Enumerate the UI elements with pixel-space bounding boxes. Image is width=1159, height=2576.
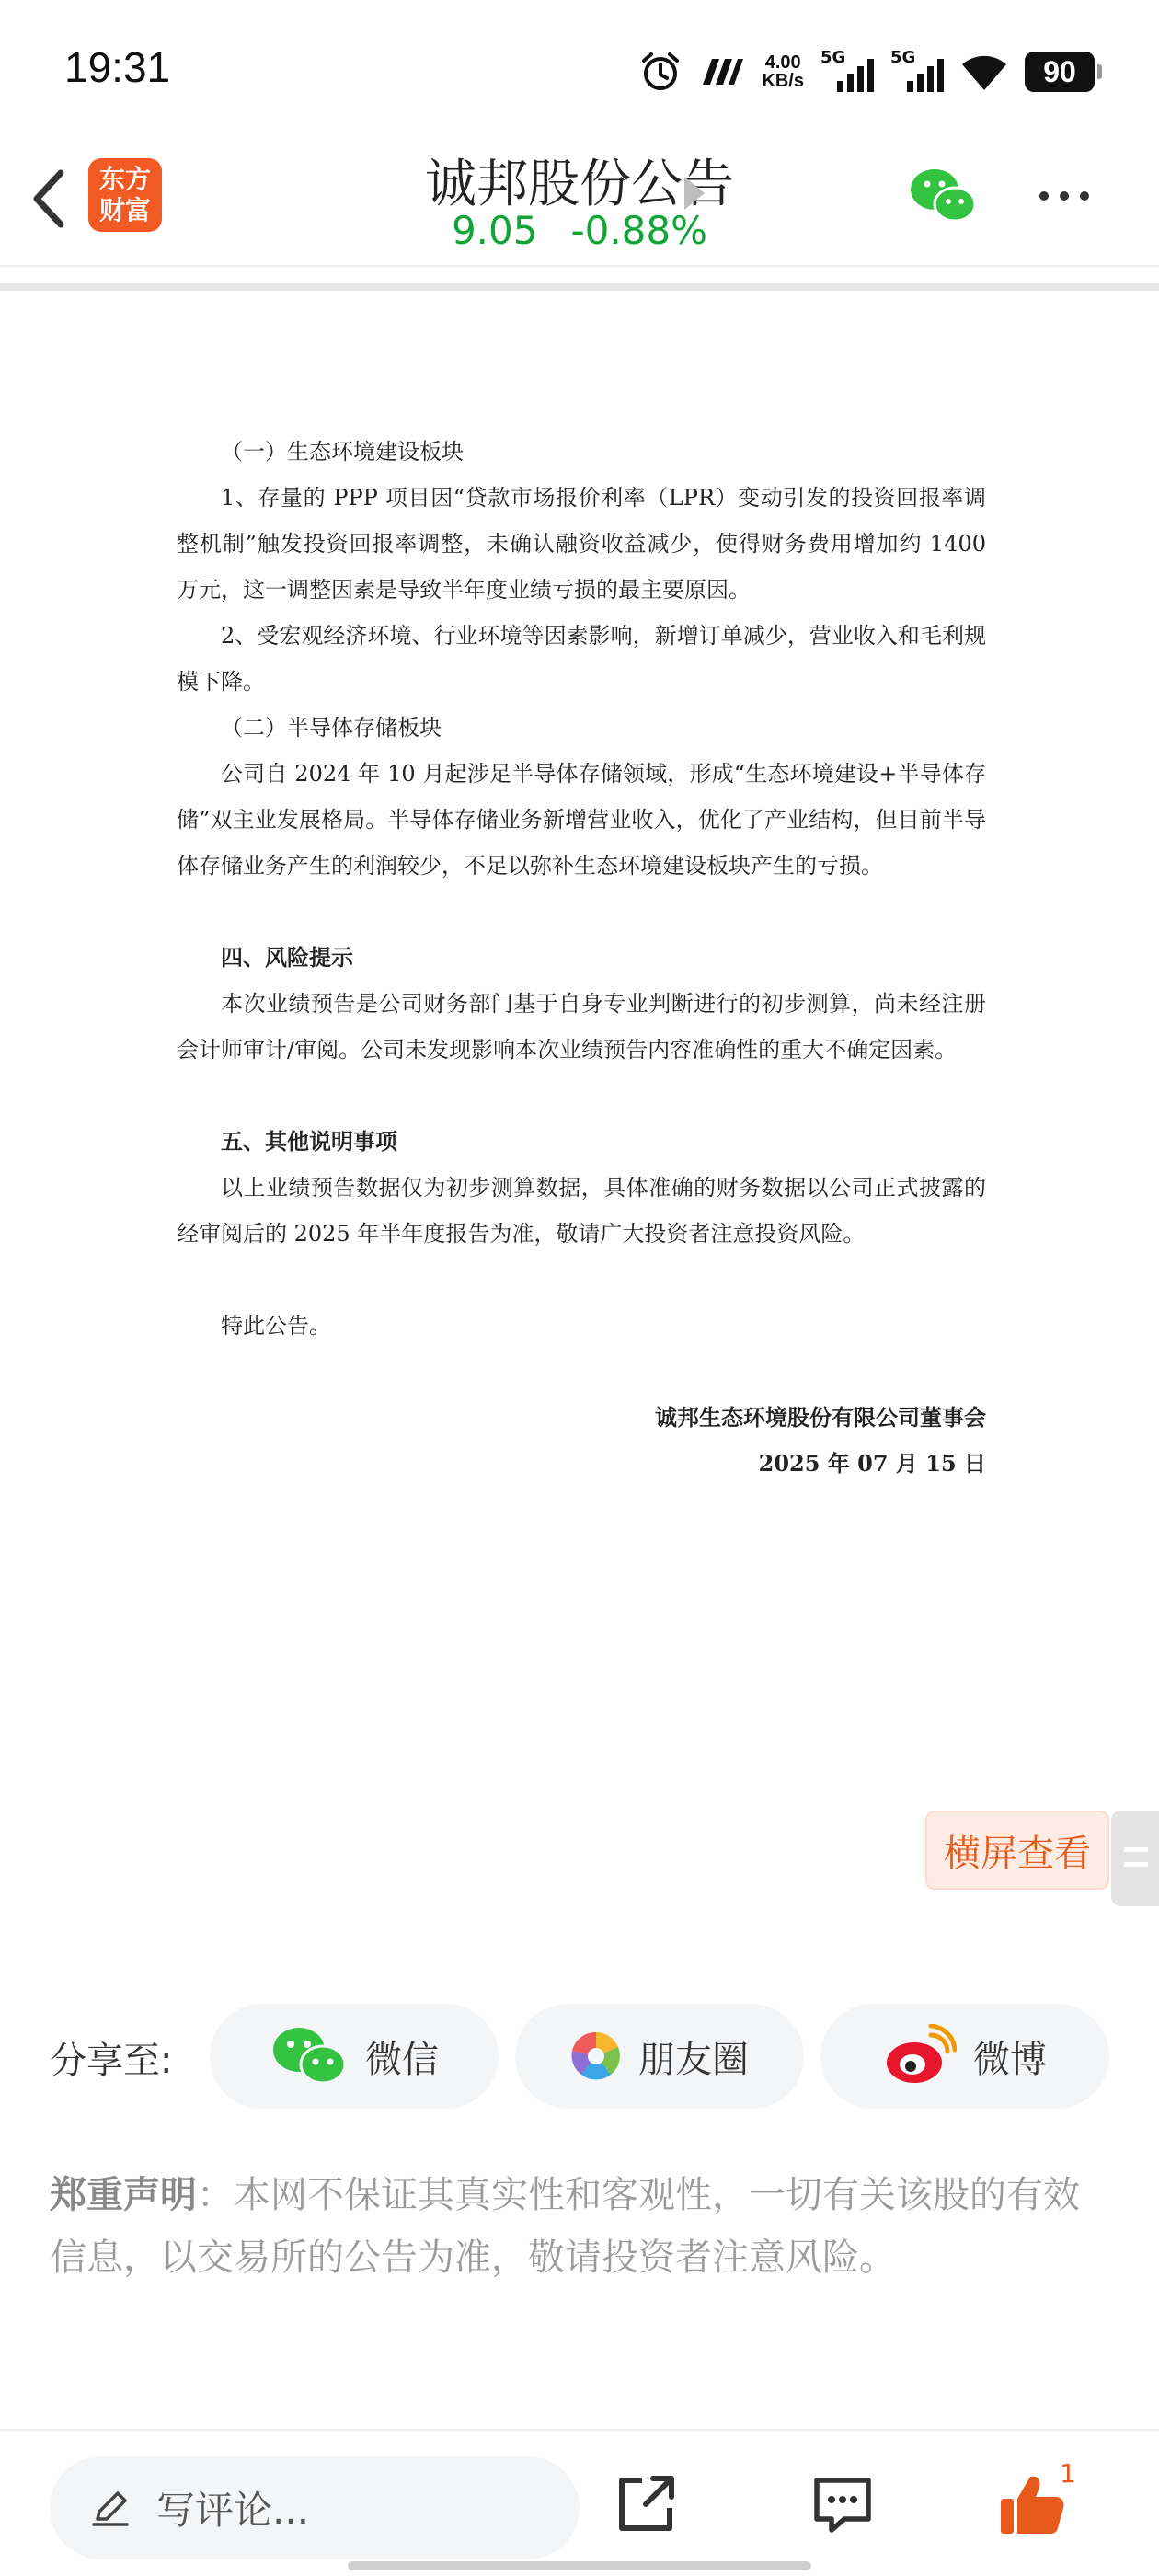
doc-paragraph: 以上业绩预告数据仅为初步测算数据，具体准确的财务数据以公司正式披露的经审阅后的 2025 年半年度报告为准，敬请广大投资者注意投资风险。 (177, 1175, 986, 1247)
status-icons (638, 46, 1095, 98)
disclaimer (50, 2164, 1107, 2289)
doc-date: 2025 年 07 月 15 日 (758, 1450, 986, 1477)
side-drawer-handle[interactable] (1111, 1811, 1159, 1906)
status-bar (0, 0, 1159, 138)
landscape-view-button[interactable]: 横屏查看 (925, 1811, 1109, 1890)
comment-bubble-icon[interactable] (808, 2469, 878, 2539)
sim1-label: 5G (820, 48, 846, 67)
home-indicator[interactable] (348, 2561, 811, 2570)
doc-closing: 特此公告。 (221, 1313, 331, 1339)
stock-quote[interactable] (304, 208, 855, 253)
app-icon (699, 53, 745, 90)
header-divider (0, 283, 1159, 291)
stock-price: 9.05 (451, 208, 538, 253)
sim2-label: 5G (890, 48, 916, 67)
doc-subheading: （一）生态环境建设板块 (221, 439, 464, 465)
network-speed-unit: KB/s (762, 71, 804, 91)
network-speed (762, 53, 804, 90)
share-moments-label: 朋友圈 (638, 2038, 749, 2081)
share-row (0, 2004, 1159, 2109)
signal-icon (820, 50, 874, 94)
app-header (0, 138, 1159, 267)
pencil-icon (90, 2488, 131, 2528)
comment-input[interactable] (50, 2456, 580, 2559)
disclaimer-text: ：本网不保证其真实性和客观性，一切有关该股的有效信息，以交易所的公告为准，敬请投资者注意风险。 (50, 2174, 1080, 2279)
wechat-icon (270, 2024, 349, 2088)
wechat-icon[interactable] (907, 164, 979, 228)
share-weibo-button[interactable] (820, 2004, 1109, 2109)
thumbs-up-icon[interactable] (997, 2469, 1067, 2539)
share-wechat-label: 微信 (365, 2038, 439, 2081)
share-label: 分享至: (50, 2040, 173, 2082)
doc-paragraph: 本次业绩预告是公司财务部门基于自身专业判断进行的初步测算，尚未经注册会计师审计/审阅。公司未发现影响本次业绩预告内容准确性的重大不确定因素。 (177, 991, 986, 1063)
doc-paragraph: 公司自 2024 年 10 月起涉足半导体存储领域，形成“生态环境建设+半导体存储”双主业发展格局。半导体存储业务新增营业收入，优化了产业结构，但目前半导体存储业务产生的利润较少，不足以弥补生态环境建设板块产生的亏损。 (177, 761, 986, 879)
expand-triangle-icon[interactable] (684, 177, 705, 210)
page-title: 诚邦股份公告 (425, 155, 734, 214)
wifi-icon (960, 52, 1008, 92)
back-arrow-icon[interactable] (24, 162, 79, 236)
network-speed-value: 4.00 (764, 52, 801, 73)
share-moments-button[interactable] (515, 2004, 804, 2109)
share-wechat-button[interactable] (210, 2004, 499, 2109)
more-options-icon[interactable] (1039, 182, 1113, 210)
battery-icon (1025, 52, 1095, 92)
doc-paragraph: 2、受宏观经济环境、行业环境等因素影响，新增订单减少，营业收入和毛利规模下降。 (177, 623, 986, 695)
doc-section-title: 五、其他说明事项 (221, 1128, 397, 1155)
doc-section-title: 四、风险提示 (221, 944, 353, 971)
announcement-document (177, 429, 986, 1487)
signal-icon (890, 50, 944, 94)
status-time: 19:31 (64, 43, 171, 91)
disclaimer-title: 郑重声明 (50, 2174, 197, 2216)
like-count: 1 (1060, 2458, 1076, 2489)
weibo-icon (883, 2024, 957, 2088)
bottom-action-bar (0, 2429, 1159, 2576)
moments-aperture-icon (570, 2030, 622, 2082)
doc-subheading: （二）半导体存储板块 (221, 715, 442, 741)
share-out-icon[interactable] (611, 2469, 681, 2539)
app-logo[interactable] (88, 158, 162, 232)
share-weibo-label: 微博 (973, 2038, 1047, 2081)
battery-level: 90 (1043, 54, 1076, 88)
logo-line2: 财富 (98, 195, 151, 225)
logo-line1: 东方 (98, 164, 151, 194)
stock-change: -0.88% (570, 208, 708, 253)
alarm-icon (638, 50, 683, 94)
doc-signature: 诚邦生态环境股份有限公司董事会 (655, 1404, 986, 1431)
comment-placeholder: 写评论... (156, 2488, 310, 2533)
doc-paragraph: 1、存量的 PPP 项目因“贷款市场报价利率（LPR）变动引发的投资回报率调整机制”触发投资回报率调整，未确认融资收益减少，使得财务费用增加约 1400 万元，这一调整因素是导致半年度业绩亏损的最主要原因。 (177, 485, 986, 603)
